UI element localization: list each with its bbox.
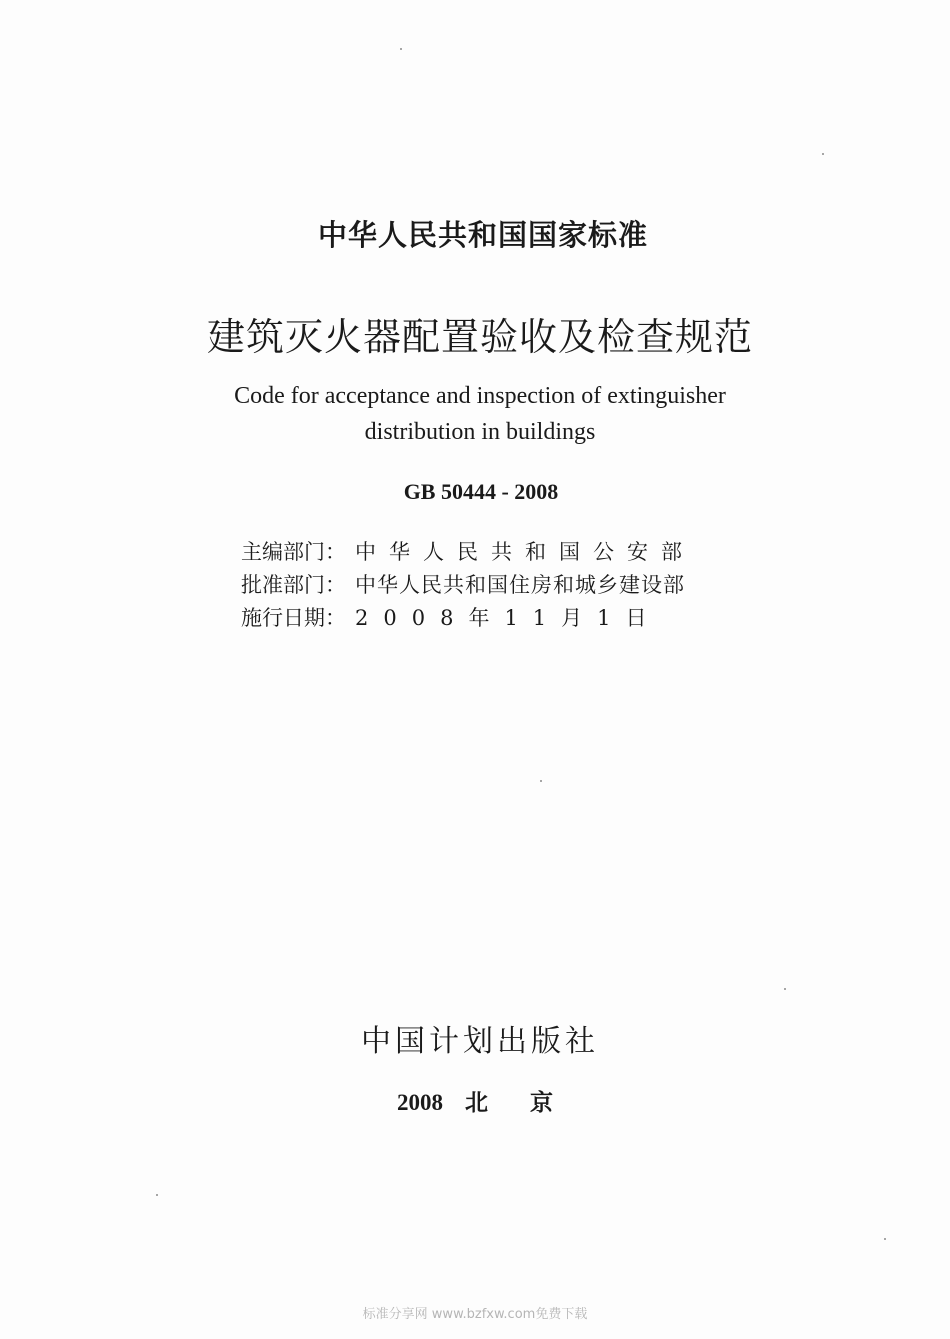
title-english-line-1: Code for acceptance and inspection of extinguisher	[234, 383, 726, 409]
publisher-name: 中国计划出版社	[361, 1024, 599, 1059]
scan-speck	[884, 1238, 886, 1240]
editor-label: 主编部门：	[241, 540, 346, 564]
standard-number: GB 50444 - 2008	[403, 479, 559, 504]
effective-date-row	[241, 602, 721, 635]
document-title-english	[0, 378, 950, 450]
scan-speck	[540, 780, 542, 782]
publication-line	[397, 1084, 595, 1117]
publication-city: 北京	[465, 1090, 595, 1116]
footer-watermark: 标准分享网 www.bzfxw.com免费下载	[362, 1307, 588, 1322]
scan-speck	[822, 153, 824, 155]
scan-speck	[400, 48, 402, 50]
approver-value: 中华人民共和国住房和城乡建设部	[355, 573, 685, 597]
title-english-line-2: distribution in buildings	[364, 419, 596, 445]
scan-speck	[784, 988, 786, 990]
editor-row	[241, 536, 721, 569]
scan-speck	[156, 1194, 158, 1196]
editor-value: 中华人民共和国公安部	[355, 540, 695, 564]
approver-label: 批准部门：	[241, 573, 346, 597]
approver-row	[241, 569, 721, 602]
document-title-chinese: 建筑灭火器配置验收及检查规范	[206, 315, 753, 359]
issuing-info-block	[241, 536, 721, 635]
publication-year: 2008	[397, 1090, 443, 1115]
standard-series-heading: 中华人民共和国国家标准	[317, 218, 648, 252]
effective-date-label: 施行日期：	[241, 606, 346, 630]
effective-date-value: 2008年11月1日	[355, 606, 662, 630]
